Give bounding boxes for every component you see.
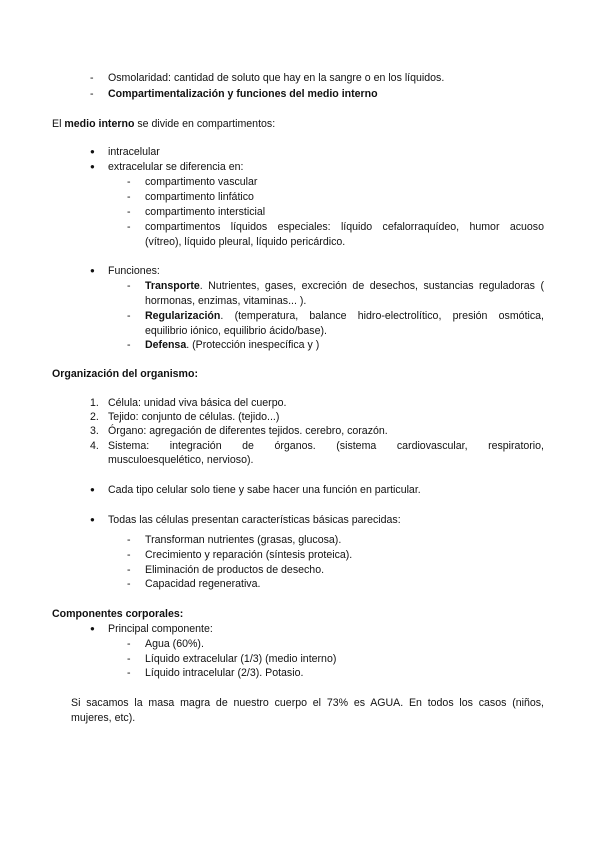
list-dash-marker: - [127, 206, 131, 218]
list-bullet-marker: ● [90, 515, 95, 524]
closing-paragraph-line2: mujeres, etc). [71, 712, 136, 724]
celula-sub-regenerativa: Capacidad regenerativa. [145, 578, 261, 590]
bullet-tipo-celular: Cada tipo celular solo tiene y sabe hacer una función en particular. [108, 484, 421, 496]
funcion-regularizacion-line1 [145, 309, 544, 324]
componentes-sub-extracelular: Líquido extracelular (1/3) (medio interno) [145, 653, 337, 665]
bullet-todas-celulas: Todas las células presentan características básicas parecidas: [108, 514, 401, 526]
medio-interno-intro [52, 117, 275, 132]
funcion-transporte-line2: hormonas, enzimas, vitaminas... ). [145, 295, 307, 307]
list-dash-marker: - [127, 280, 131, 292]
text-run: El [52, 118, 65, 130]
list-bullet-marker: ● [90, 624, 95, 633]
organizacion-heading: Organización del organismo: [52, 368, 198, 380]
list-dash-marker: - [90, 72, 94, 84]
intro-item-osmolaridad: Osmolaridad: cantidad de soluto que hay en la sangre o en los líquidos. [108, 72, 445, 84]
componentes-sub-agua: Agua (60%). [145, 638, 204, 650]
list-item-extracelular: extracelular se diferencia en: [108, 161, 244, 173]
subitem-intersticial: compartimento intersticial [145, 206, 266, 218]
list-dash-marker: - [127, 638, 131, 650]
list-dash-marker: - [127, 549, 131, 561]
list-dash-marker: - [127, 191, 131, 203]
componentes-principal: Principal componente: [108, 623, 213, 635]
list-dash-marker: - [127, 667, 131, 679]
closing-paragraph-line1: Si sacamos la masa magra de nuestro cuerpo el 73% es AGUA. En todos los casos (niños, [71, 697, 544, 709]
list-dash-marker: - [127, 176, 131, 188]
list-dash-marker: - [127, 653, 131, 665]
list-dash-marker: - [127, 534, 131, 546]
celula-sub-transforman: Transforman nutrientes (grasas, glucosa). [145, 534, 342, 546]
list-bullet-marker: ● [90, 162, 95, 171]
organizacion-item-celula: Célula: unidad viva básica del cuerpo. [108, 397, 287, 409]
list-dash-marker: - [90, 88, 94, 100]
list-bullet-marker: ● [90, 485, 95, 494]
funcion-defensa [145, 338, 319, 353]
componentes-sub-intracelular: Líquido intracelular (2/3). Potasio. [145, 667, 304, 679]
list-bullet-marker: ● [90, 266, 95, 275]
list-dash-marker: - [127, 310, 131, 322]
list-dash-marker: - [127, 221, 131, 233]
celula-sub-crecimiento: Crecimiento y reparación (síntesis proteica). [145, 549, 353, 561]
organizacion-item-sistema-line1: Sistema: integración de órganos. (sistema cardiovascular, respiratorio, [108, 440, 544, 452]
text-run-bold: Transporte [145, 280, 200, 292]
funcion-regularizacion-line2: equilibrio iónico, equilibrio ácido/base). [145, 325, 327, 337]
list-dash-marker: - [127, 578, 131, 590]
funciones-label: Funciones: [108, 265, 160, 277]
list-dash-marker: - [127, 564, 131, 576]
subitem-especiales-line2: (vítreo), líquido pleural, líquido pericárdico. [145, 236, 346, 248]
organizacion-item-sistema-line2: musculoesquelético, nervioso). [108, 454, 254, 466]
list-number: 2. [90, 411, 99, 423]
list-number: 4. [90, 440, 99, 452]
subitem-vascular: compartimento vascular [145, 176, 258, 188]
list-number: 1. [90, 397, 99, 409]
list-bullet-marker: ● [90, 147, 95, 156]
componentes-heading: Componentes corporales: [52, 608, 184, 620]
subitem-linfatico: compartimento linfático [145, 191, 254, 203]
text-run: se divide en compartimentos: [134, 118, 276, 130]
text-run: . (temperatura, balance hidro-electrolítico, presión osmótica, [220, 310, 544, 322]
organizacion-item-tejido: Tejido: conjunto de células. (tejido...) [108, 411, 280, 423]
list-dash-marker: - [127, 339, 131, 351]
intro-item-compartimentalizacion: Compartimentalización y funciones del medio interno [108, 88, 378, 100]
text-run: . (Protección inespecífica y ) [186, 339, 320, 351]
text-run-bold: Regularización [145, 310, 221, 322]
list-item-intracelular: intracelular [108, 146, 160, 158]
text-run: . Nutrientes, gases, excreción de desechos, sustancias reguladoras ( [199, 280, 544, 292]
funcion-transporte-line1 [145, 279, 544, 294]
organizacion-item-organo: Órgano: agregación de diferentes tejidos. cerebro, corazón. [108, 425, 388, 437]
text-run-bold: medio interno [64, 118, 135, 130]
text-run-bold: Defensa [145, 339, 187, 351]
list-number: 3. [90, 425, 99, 437]
celula-sub-eliminacion: Eliminación de productos de desecho. [145, 564, 325, 576]
subitem-especiales-line1: compartimentos líquidos especiales: líquido cefalorraquídeo, humor acuoso [145, 221, 544, 233]
